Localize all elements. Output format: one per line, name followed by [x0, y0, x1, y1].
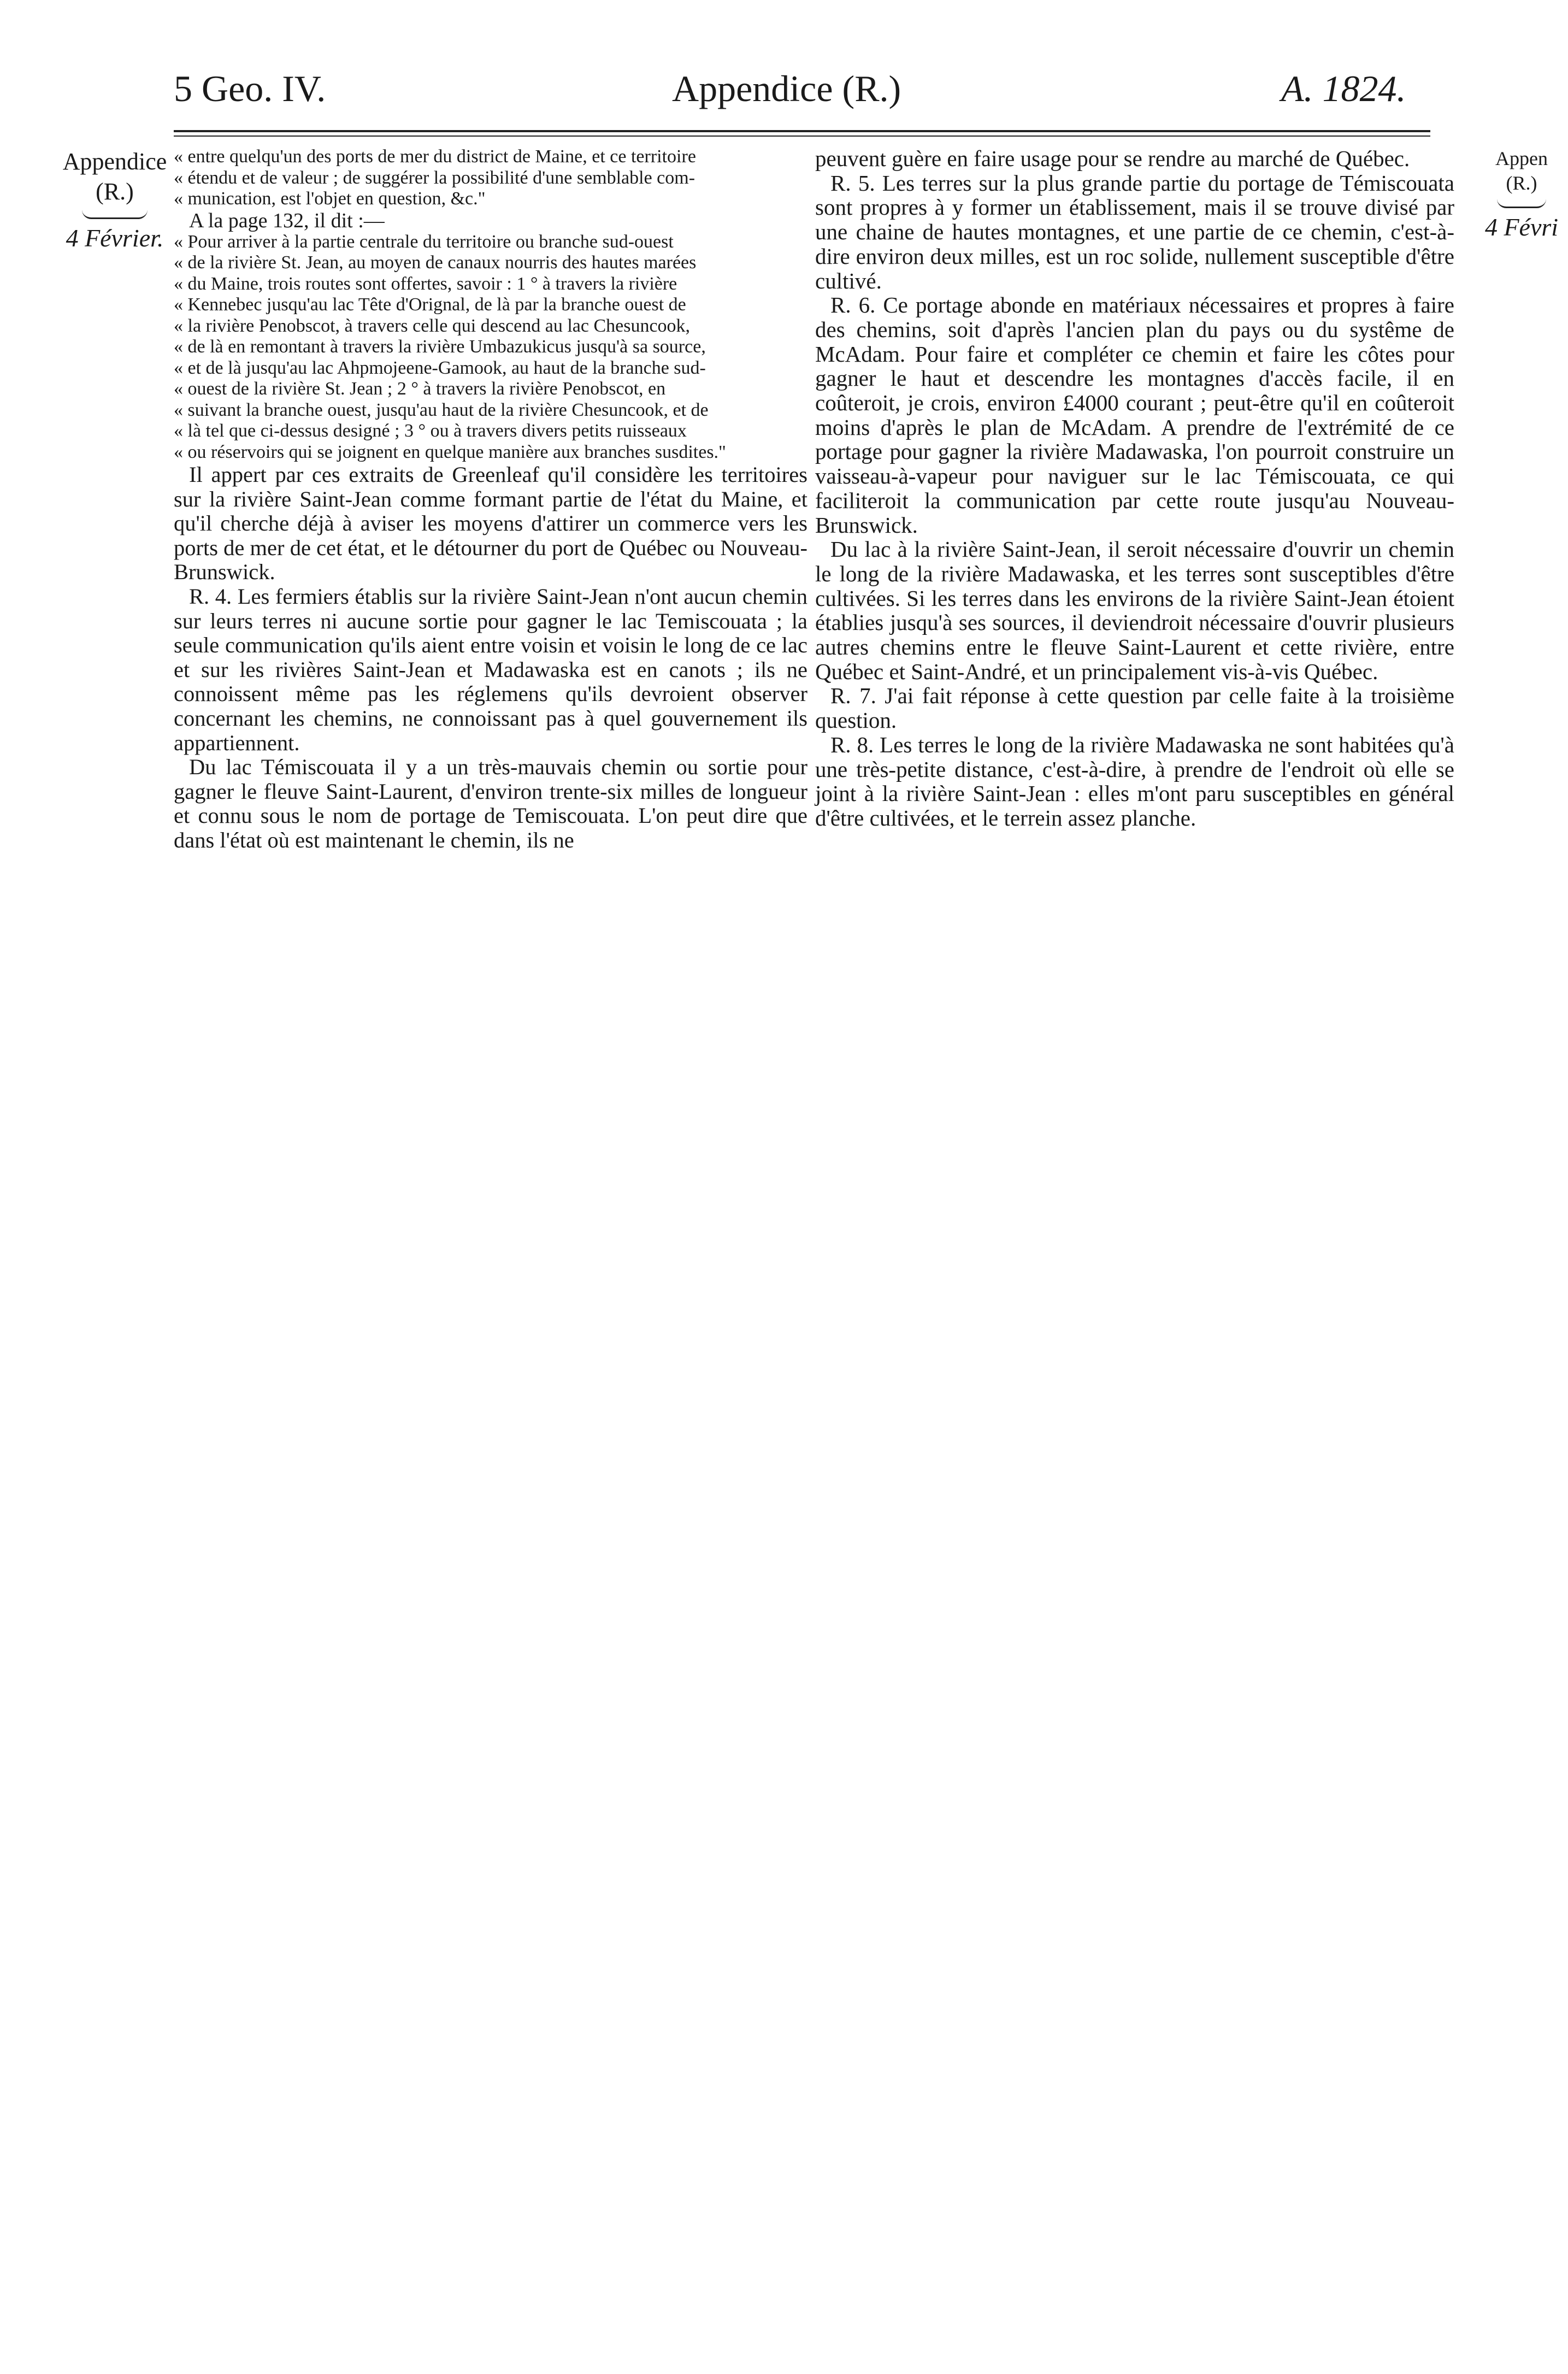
- header-year: [1281, 70, 1406, 107]
- quote-line: « entre quelqu'un des ports de mer du district de Maine, et ce territoire: [174, 146, 696, 167]
- paragraph-continued: peuvent guère en faire usage pour se rendre au marché de Québec.: [815, 146, 1410, 171]
- quote-line: « là tel que ci-dessus designé ; 3 ° ou à travers divers petits ruisseaux: [174, 421, 687, 441]
- margin-bracket: [82, 210, 148, 219]
- margin-note-date: 4 Février.: [66, 224, 164, 252]
- paragraph-r8: R. 8. Les terres le long de la rivière Madawaska ne sont habitées qu'à une très-petite distance, c'est-à-dire, à prendre de l'endroit où elle se joint à la rivière Saint-Jean : elles m'ont paru susceptibles en général d'être cultivées, et le terrein assez planche.: [815, 732, 1454, 830]
- margin-note-left: [44, 146, 186, 254]
- paragraph-r7: R. 7. J'ai fait réponse à cette question par celle faite à la troisième question.: [815, 683, 1454, 733]
- margin-note-right: [1475, 146, 1568, 243]
- quote-block-1: [174, 146, 807, 210]
- page-reference: A la page 132, il dit :—: [189, 209, 385, 232]
- margin-note-letter: (R.): [96, 178, 134, 205]
- paragraph-greenleaf: Il appert par ces extraits de Greenleaf qu'il considère les territoires sur la rivière Saint-Jean comme formant partie de l'état du Maine, et qu'il cherche déjà à aviser les moyens d'attirer un commerce vers les ports de mer de cet état, et le détourner du port de Québec ou Nouveau-Brunswick.: [174, 462, 807, 585]
- quote-line: « de la rivière St. Jean, au moyen de canaux nourris des hautes marées: [174, 252, 697, 273]
- quote-line: « suivant la branche ouest, jusqu'au haut de la rivière Chesuncook, et de: [174, 399, 709, 420]
- margin-note-date-right: 4 Févri: [1484, 213, 1559, 241]
- left-column: [174, 146, 807, 853]
- quote-block-2: [174, 232, 807, 463]
- quote-line: « et de là jusqu'au lac Ahpmojeene-Gamook, au haut de la branche sud-: [174, 357, 706, 378]
- paragraph-r4: R. 4. Les fermiers établis sur la rivière Saint-Jean n'ont aucun chemin sur leurs terres ni aucune sortie pour gagner le lac Temiscouata ; la seule communication qu'ils aient entre voisin et voisin le long de ce lac et sur les rivières Saint-Jean et Madawaska est en canots ; ils ne connoissent même pas les réglemens qu'ils devroient observer concernant les chemins, ne connoissant pas à quel gouvernement ils appartiennent.: [174, 584, 807, 755]
- header-rule-thin: [174, 136, 1430, 137]
- margin-bracket-right: [1497, 199, 1546, 208]
- header-session: 5 Geo. IV.: [174, 68, 326, 109]
- right-column: [815, 146, 1454, 830]
- margin-note-appendice: Appendice: [62, 148, 167, 175]
- margin-note-appendice-right: Appen: [1495, 148, 1548, 169]
- quote-line: « de là en remontant à travers la rivière Umbazukicus jusqu'à sa source,: [174, 337, 706, 357]
- paragraph-lac-saint-jean: Du lac à la rivière Saint-Jean, il seroit nécessaire d'ouvrir un chemin le long de la rivière Madawaska, et les terres sont susceptibles d'être cultivées. Si les terres dans les environs de la rivière Saint-Jean étoient établies jusqu'à ses sources, il deviendroit nécessaire d'ouvrir plusieurs autres chemins entre le fleuve Saint-Laurent et cette rivière, entre Québec et Saint-André, et un principalement vis-à-vis Québec.: [815, 537, 1454, 684]
- quote-line: « Kennebec jusqu'au lac Tête d'Orignal, de là par la branche ouest de: [174, 294, 686, 315]
- quote-line: « Pour arriver à la partie centrale du territoire ou branche sud-ouest: [174, 231, 674, 252]
- quote-line: « ou réservoirs qui se joignent en quelque manière aux branches susdites.": [174, 441, 726, 462]
- paragraph-r5: R. 5. Les terres sur la plus grande partie du portage de Témiscouata sont propres à y former un établissement, mais il se trouve divisé par une chaine de hautes montagnes, et une partie de ce chemin, c'est-à-dire environ deux milles, est un roc solide, nullement susceptible d'être cultivé.: [815, 170, 1454, 293]
- paragraph-temiscouata: Du lac Témiscouata il y a un très-mauvais chemin ou sortie pour gagner le fleuve Saint-Laurent, d'environ trente-six milles de longueur et connu sous le nom de portage de Temiscouata. L'on peut dire que dans l'état où est maintenant le chemin, ils ne: [174, 755, 807, 852]
- header-year-text: A. 1824.: [1281, 68, 1406, 109]
- quote-line: « du Maine, trois routes sont offertes, savoir : 1 ° à travers la rivière: [174, 273, 677, 294]
- header-title: Appendice (R.): [672, 68, 901, 109]
- quote-line: « étendu et de valeur ; de suggérer la possibilité d'une semblable com-: [174, 167, 695, 188]
- quote-line: « ouest de la rivière St. Jean ; 2 ° à travers la rivière Penobscot, en: [174, 379, 666, 399]
- quote-line: « munication, est l'objet en question, &c.": [174, 188, 486, 209]
- quote-line: « la rivière Penobscot, à travers celle qui descend au lac Chesuncook,: [174, 315, 691, 336]
- header-rule-thick: [174, 130, 1430, 132]
- paragraph-r6: R. 6. Ce portage abonde en matériaux nécessaires et propres à faire des chemins, soit d'après l'ancien plan du pays ou du systême de McAdam. Pour faire et compléter ce chemin et faire les côtes pour gagner le haut et descendre les montagnes d'accès facile, il en coûteroit, je crois, environ £4000 courant ; peut-être qu'il en coûteroit moins d'après le plan de McAdam. A prendre de l'extrémité de ce portage pour gagner la rivière Madawaska, l'on pourroit construire un vaisseau-à-vapeur pour naviguer sur le lac Témiscouata, ce qui faciliteroit la communication par cette route jusqu'au Nouveau-Brunswick.: [815, 292, 1454, 538]
- margin-note-letter-right: (R.): [1506, 172, 1537, 194]
